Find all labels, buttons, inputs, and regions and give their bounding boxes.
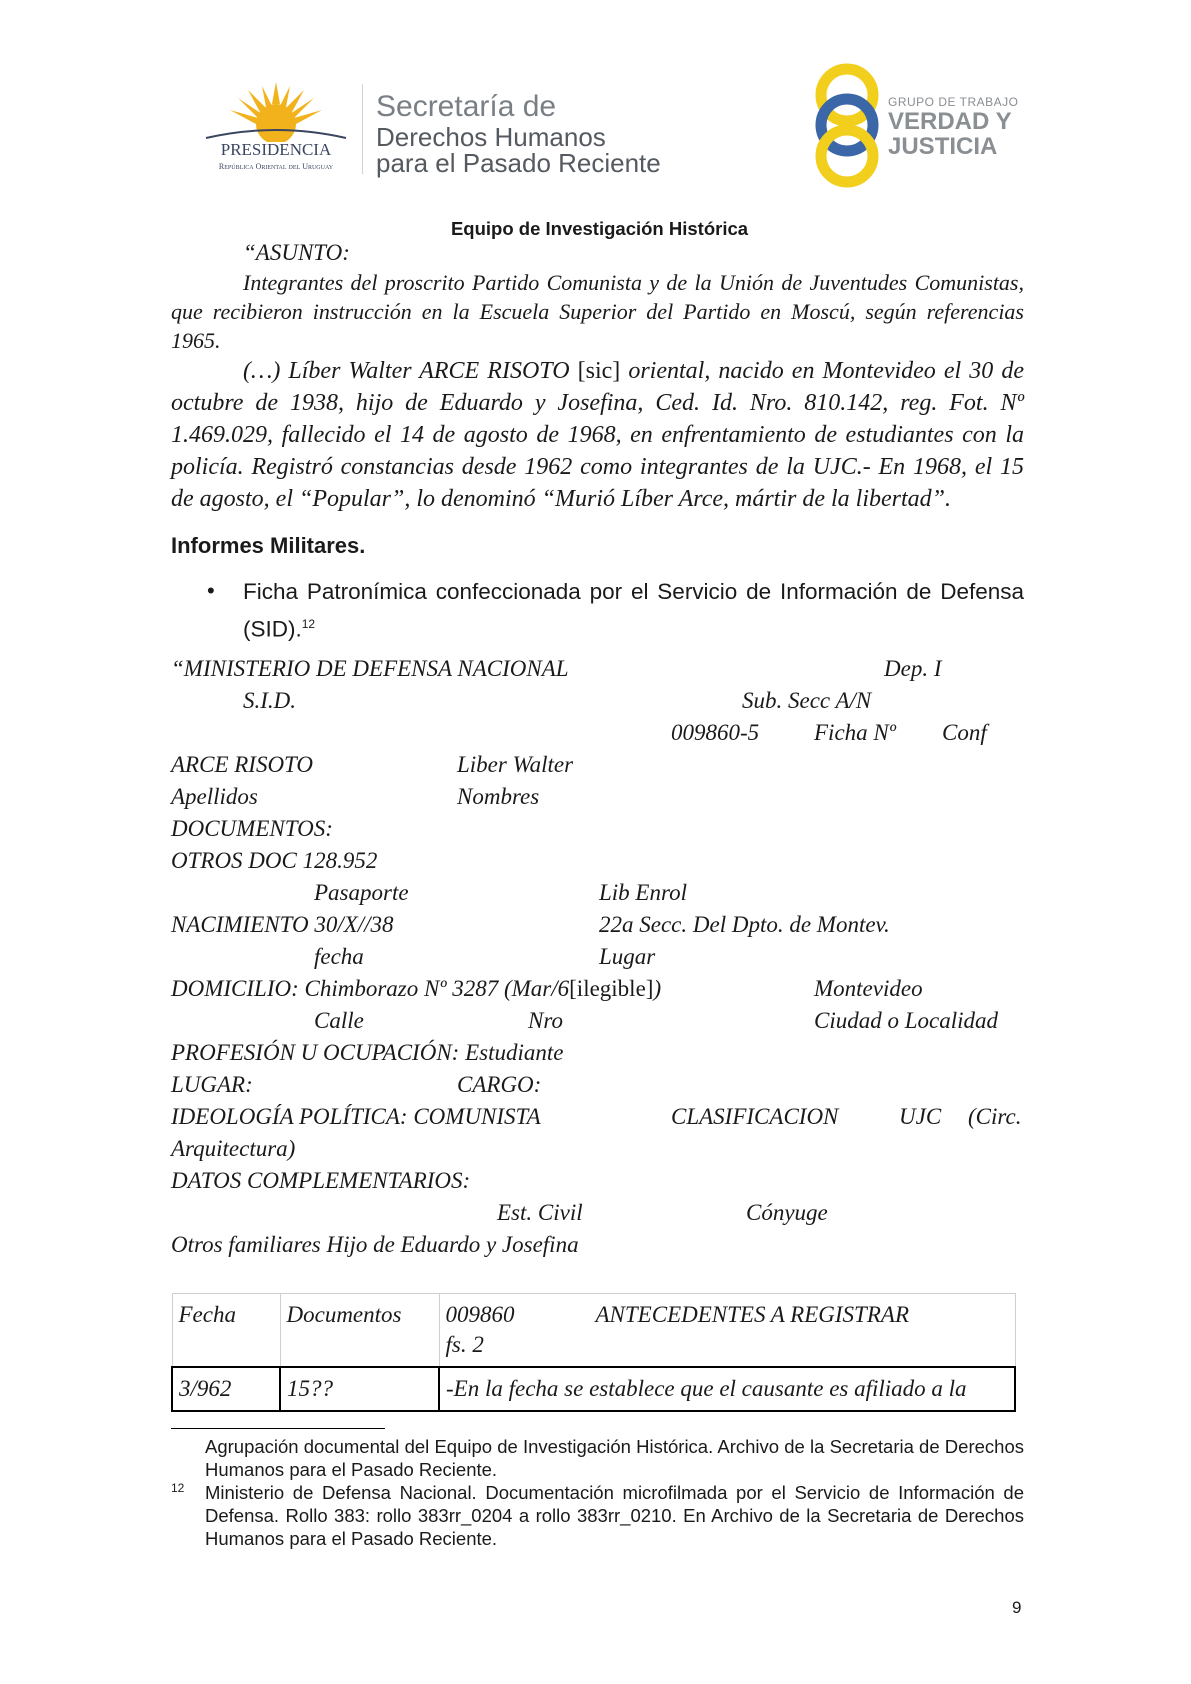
ministerio: “MINISTERIO DE DEFENSA NACIONAL bbox=[171, 656, 569, 681]
domicilio bbox=[171, 976, 661, 1002]
team-title: Equipo de Investigación Histórica bbox=[450, 218, 749, 239]
ilegible-marker: [ilegible] bbox=[569, 976, 654, 1001]
lib-enrol: Lib Enrol bbox=[599, 880, 687, 905]
verdad-label: VERDAD Y bbox=[888, 108, 1012, 135]
montevideo: Montevideo bbox=[814, 976, 923, 1001]
asunto-quote bbox=[171, 355, 1024, 515]
profesion: PROFESIÓN U OCUPACIÓN: Estudiante bbox=[171, 1040, 564, 1065]
ideologia: IDEOLOGÍA POLÍTICA: COMUNISTA bbox=[171, 1104, 541, 1129]
cell-documentos: 15?? bbox=[280, 1367, 439, 1411]
header-divider bbox=[362, 84, 363, 174]
th-registrar: ANTECEDENTES A REGISTRAR bbox=[595, 1302, 909, 1327]
footnote-first: Agrupación documental del Equipo de Investigación Histórica. Archivo de la Secretaria de Derechos Humanos para el Pasado Reciente. bbox=[205, 1436, 1024, 1480]
grupo-label: GRUPO DE TRABAJO bbox=[888, 95, 1019, 109]
nombre-value: Liber Walter bbox=[457, 752, 574, 777]
conf: Conf bbox=[942, 720, 987, 745]
cell-fecha: 3/962 bbox=[172, 1367, 280, 1411]
bullet-text: Ficha Patronímica confeccionada por el Servicio de Información de Defensa (SID). bbox=[243, 579, 1024, 642]
table-row bbox=[172, 1367, 1015, 1411]
cargo: CARGO: bbox=[457, 1072, 542, 1097]
interlocking-rings-icon bbox=[812, 63, 882, 188]
est-civil: Est. Civil bbox=[497, 1200, 583, 1225]
th-documentos: Documentos bbox=[280, 1294, 439, 1368]
footnote-second: Ministerio de Defensa Nacional. Documentación microfilmada por el Servicio de Información de Defensa. Rollo 383: rollo 383rr_0204 a rollo 383rr_0210. En Archivo de la Secretaria de Derechos Humanos para el Pasado Reciente. bbox=[205, 1482, 1024, 1549]
lugar-nacimiento: 22a Secc. Del Dpto. de Montev. bbox=[599, 912, 890, 937]
quote-rest: oriental, nacido en Montevideo el 30 de octubre de 1938, hijo de Eduardo y Josefina, Ced. Id. Nro. 810.142, reg. Fot. Nº 1.469.029, fallecido el 14 de agosto de 1968, en enfrentamiento de estudiantes con la policía. Registró constancias desde 1962 como integrantes de la UJC.- En 1968, el 15 de agosto, el “Popular”, lo denominó “Murió Líber Arce, mártir de la libertad”. bbox=[171, 358, 1025, 512]
apellidos-label: Apellidos bbox=[171, 784, 258, 809]
arquitectura: Arquitectura) bbox=[171, 1136, 296, 1161]
domicilio-a: DOMICILIO: Chimborazo Nº 3287 (Mar/6 bbox=[171, 976, 570, 1001]
ujc: UJC bbox=[899, 1104, 942, 1129]
datos-complementarios: DATOS COMPLEMENTARIOS: bbox=[171, 1168, 471, 1193]
secretaria-line2: Derechos Humanos bbox=[376, 122, 606, 152]
ciudad-label: Ciudad o Localidad bbox=[814, 1008, 999, 1033]
nacimiento: NACIMIENTO 30/X//38 bbox=[171, 912, 394, 937]
footnote-separator bbox=[171, 1428, 385, 1429]
th-fecha: Fecha bbox=[172, 1294, 280, 1368]
footnote-ref[interactable]: 12 bbox=[301, 617, 316, 631]
circ: (Circ. bbox=[968, 1104, 1022, 1129]
conyuge: Cónyuge bbox=[746, 1200, 828, 1225]
page-number: 9 bbox=[1012, 1598, 1022, 1617]
cell-antecedentes: -En la fecha se establece que el causante es afiliado a la bbox=[439, 1367, 1015, 1411]
nro-label: Nro bbox=[528, 1008, 563, 1033]
justicia-label: JUSTICIA bbox=[888, 133, 998, 160]
clasificacion: CLASIFICACION bbox=[671, 1104, 839, 1129]
ficha-no: Ficha Nº bbox=[814, 720, 896, 745]
quote-open: (…) Líber Walter ARCE RISOTO bbox=[243, 358, 578, 384]
th-folio: fs. 2 bbox=[445, 1332, 484, 1357]
republica-label: República Oriental del Uruguay bbox=[218, 162, 334, 171]
otros-doc: OTROS DOC 128.952 bbox=[171, 848, 378, 873]
section-heading: Informes Militares. bbox=[171, 533, 366, 558]
nombres-label: Nombres bbox=[457, 784, 540, 809]
apellido-value: ARCE RISOTO bbox=[171, 752, 314, 777]
bullet-item bbox=[243, 576, 1024, 646]
subsecc: Sub. Secc A/N bbox=[742, 688, 872, 713]
ficha-numero: 009860-5 bbox=[671, 720, 760, 745]
table-header-row bbox=[172, 1294, 1015, 1368]
dep: Dep. I bbox=[884, 656, 942, 681]
footnote-number: 12 bbox=[171, 1481, 185, 1495]
pasaporte: Pasaporte bbox=[314, 880, 409, 905]
sid: S.I.D. bbox=[243, 688, 297, 713]
lugar-label: Lugar bbox=[599, 944, 656, 969]
presidencia-logo bbox=[196, 82, 356, 174]
sun-icon bbox=[196, 82, 356, 142]
secretaria-line3: para el Pasado Reciente bbox=[376, 148, 661, 178]
documentos: DOCUMENTOS: bbox=[171, 816, 333, 841]
asunto-body bbox=[171, 268, 1024, 355]
antecedentes-table bbox=[171, 1293, 1016, 1412]
lugar2: LUGAR: bbox=[171, 1072, 253, 1097]
bullet-dot: • bbox=[207, 578, 215, 603]
domicilio-b: ) bbox=[653, 976, 662, 1001]
th-numero: 009860 bbox=[445, 1302, 515, 1327]
asunto-text: Integrantes del proscrito Partido Comunista y de la Unión de Juventudes Comunistas, que recibieron instrucción en la Escuela Superior del Partido en Moscú, según referencias 1965. bbox=[171, 270, 1024, 353]
sic-marker: [sic] bbox=[577, 358, 621, 384]
asunto-label: “ASUNTO: bbox=[243, 240, 350, 265]
th-antecedentes bbox=[439, 1294, 1015, 1368]
presidencia-label: PRESIDENCIA bbox=[220, 140, 332, 159]
otros-familiares: Otros familiares Hijo de Eduardo y Josefina bbox=[171, 1232, 579, 1257]
fecha-label: fecha bbox=[314, 944, 364, 969]
verdad-justicia-logo bbox=[812, 63, 1022, 188]
calle-label: Calle bbox=[314, 1008, 364, 1033]
secretaria-line1: Secretaría de bbox=[376, 90, 557, 123]
